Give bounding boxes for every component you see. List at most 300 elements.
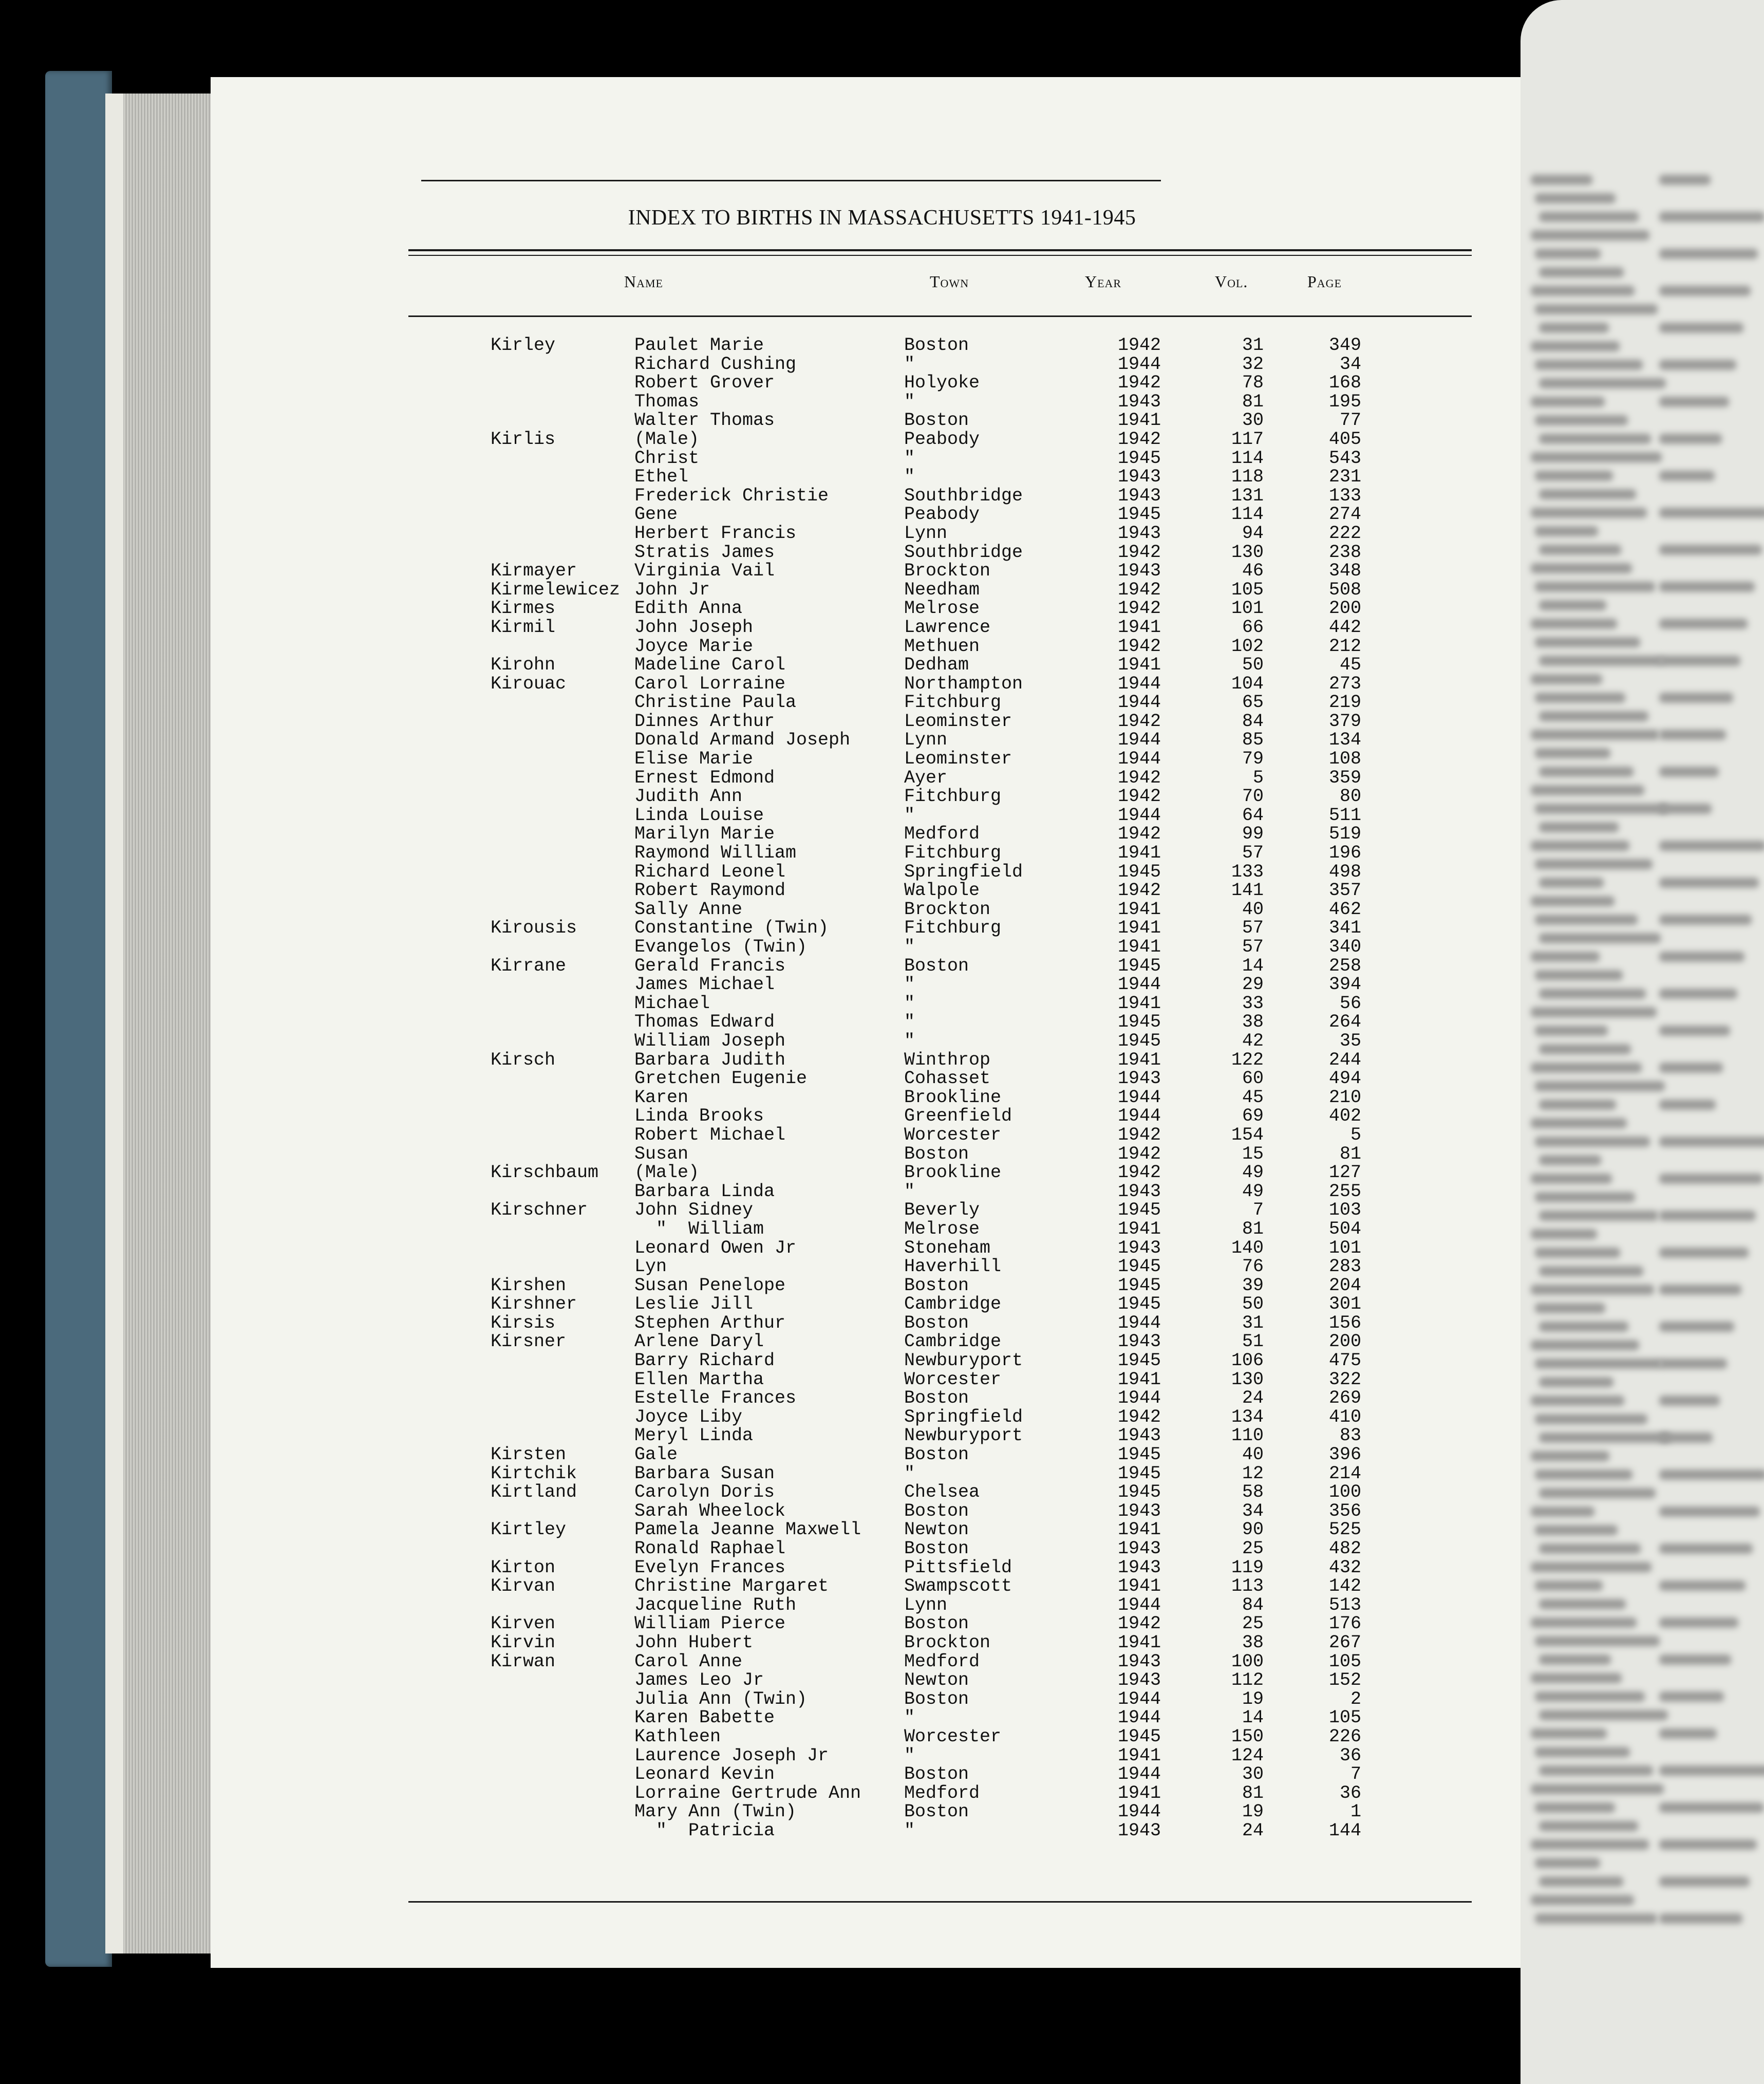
index-entry-row xyxy=(0,1050,1521,1069)
entry-given-name: Estelle Frances xyxy=(634,1388,797,1409)
entry-surname: Kirmes xyxy=(491,598,556,619)
blurred-text-line xyxy=(1659,1728,1717,1739)
entry-given-name: Stratis James xyxy=(634,542,775,563)
blurred-text-line xyxy=(1659,212,1764,222)
blurred-text-line xyxy=(1659,1654,1731,1665)
blurred-text-line xyxy=(1659,175,1711,185)
blurred-text-line xyxy=(1535,915,1638,925)
index-entry-row xyxy=(0,1689,1521,1708)
index-entry-row xyxy=(0,993,1521,1012)
entry-page: 462 xyxy=(1328,899,1361,920)
entry-volume: 84 xyxy=(1242,1594,1264,1615)
entry-town: Pittsfield xyxy=(904,1557,1012,1578)
index-entry-row xyxy=(0,1144,1521,1163)
blurred-text-line xyxy=(1659,582,1755,592)
index-entry-row xyxy=(0,674,1521,693)
index-entry-row xyxy=(0,1294,1521,1313)
blurred-text-line xyxy=(1539,989,1646,999)
entry-page: 504 xyxy=(1328,1218,1361,1239)
entry-town: Holyoke xyxy=(904,373,980,394)
entry-town: Melrose xyxy=(904,598,980,619)
entry-page: 101 xyxy=(1328,1237,1361,1258)
index-entry-row xyxy=(0,1162,1521,1181)
entry-year: 1944 xyxy=(1117,1594,1161,1615)
blurred-text-line xyxy=(1539,378,1666,388)
entry-volume: 134 xyxy=(1231,1406,1264,1427)
entry-year: 1943 xyxy=(1117,523,1161,544)
blurred-text-line xyxy=(1535,1747,1630,1757)
entry-page: 108 xyxy=(1328,749,1361,770)
blurred-text-line xyxy=(1531,1673,1622,1683)
entry-year: 1941 xyxy=(1117,1745,1161,1766)
entry-given-name: Virginia Vail xyxy=(634,561,775,582)
entry-town: Brockton xyxy=(904,1632,991,1653)
entry-year: 1945 xyxy=(1117,1444,1161,1465)
entry-page: 508 xyxy=(1328,579,1361,600)
entry-volume: 70 xyxy=(1242,786,1264,807)
blurred-text-line xyxy=(1535,1636,1660,1646)
blurred-text-line xyxy=(1659,1913,1742,1924)
entry-given-name: Carol Lorraine xyxy=(634,673,786,694)
entry-page: 5 xyxy=(1350,1124,1361,1145)
entry-given-name: Laurence Joseph Jr xyxy=(634,1745,829,1766)
entry-given-name: John Joseph xyxy=(634,617,754,638)
entry-town: " xyxy=(904,448,915,469)
entry-year: 1943 xyxy=(1117,1068,1161,1089)
entry-town: Peabody xyxy=(904,504,980,525)
entry-volume: 49 xyxy=(1242,1181,1264,1202)
entry-given-name: Carol Anne xyxy=(634,1651,743,1672)
entry-page: 410 xyxy=(1328,1406,1361,1427)
entry-town: Cohasset xyxy=(904,1068,991,1089)
entry-year: 1942 xyxy=(1117,373,1161,394)
blurred-text-line xyxy=(1659,397,1729,407)
entry-page: 200 xyxy=(1328,1331,1361,1352)
entry-page: 105 xyxy=(1328,1707,1361,1728)
entry-volume: 81 xyxy=(1242,1782,1264,1803)
entry-year: 1941 xyxy=(1117,993,1161,1014)
entry-surname: Kirtland xyxy=(491,1482,577,1503)
entry-town: Boston xyxy=(904,1388,969,1409)
column-header-page: Page xyxy=(1307,272,1342,291)
entry-volume: 65 xyxy=(1242,692,1264,713)
entry-page: 105 xyxy=(1328,1651,1361,1672)
blurred-text-line xyxy=(1539,656,1663,666)
entry-town: Leominster xyxy=(904,749,1012,770)
index-entry-row xyxy=(0,768,1521,787)
entry-volume: 150 xyxy=(1231,1726,1264,1747)
entry-volume: 122 xyxy=(1231,1049,1264,1070)
entry-year: 1942 xyxy=(1117,429,1161,450)
blurred-text-line xyxy=(1659,1063,1723,1073)
entry-town: Springfield xyxy=(904,861,1023,882)
entry-town: " xyxy=(904,974,915,995)
blurred-text-line xyxy=(1535,249,1601,259)
blurred-text-line xyxy=(1659,360,1736,370)
entry-town: Brookline xyxy=(904,1162,1002,1183)
entry-given-name: John Sidney xyxy=(634,1200,754,1221)
bottom-rule xyxy=(408,1901,1472,1903)
blurred-text-line xyxy=(1659,915,1752,925)
entry-year: 1941 xyxy=(1117,1519,1161,1540)
entry-year: 1942 xyxy=(1117,1124,1161,1145)
entry-year: 1943 xyxy=(1117,1500,1161,1521)
entry-page: 80 xyxy=(1339,786,1361,807)
entry-town: Lawrence xyxy=(904,617,991,638)
entry-given-name: Linda Louise xyxy=(634,805,764,826)
entry-town: " xyxy=(904,1707,915,1728)
index-entry-row xyxy=(0,636,1521,655)
entry-year: 1944 xyxy=(1117,749,1161,770)
entry-given-name: Arlene Daryl xyxy=(634,1331,764,1352)
entry-page: 244 xyxy=(1328,1049,1361,1070)
entry-page: 349 xyxy=(1328,335,1361,356)
entry-town: Boston xyxy=(904,1688,969,1709)
header-rule-top xyxy=(408,249,1472,251)
entry-given-name: Robert Raymond xyxy=(634,880,786,901)
index-entry-row xyxy=(0,1275,1521,1294)
entry-given-name: Susan Penelope xyxy=(634,1275,786,1296)
blurred-text-line xyxy=(1659,730,1726,740)
entry-year: 1943 xyxy=(1117,391,1161,412)
entry-town: Cambridge xyxy=(904,1294,1002,1315)
entry-surname: Kirmelewicez xyxy=(491,579,621,600)
entry-volume: 45 xyxy=(1242,1087,1264,1108)
entry-town: Leominster xyxy=(904,711,1012,732)
blurred-text-line xyxy=(1531,1229,1597,1239)
entry-page: 402 xyxy=(1328,1106,1361,1127)
entry-year: 1945 xyxy=(1117,1482,1161,1503)
entry-surname: Kirmayer xyxy=(491,561,577,582)
blurred-text-line xyxy=(1531,1340,1639,1350)
entry-town: Boston xyxy=(904,1312,969,1333)
entry-given-name: Robert Grover xyxy=(634,373,775,394)
entry-year: 1941 xyxy=(1117,617,1161,638)
index-entry-row xyxy=(0,1125,1521,1144)
entry-town: " xyxy=(904,1820,915,1841)
entry-volume: 130 xyxy=(1231,542,1264,563)
index-entry-row xyxy=(0,1388,1521,1407)
entry-given-name: Constantine (Twin) xyxy=(634,918,829,939)
entry-year: 1941 xyxy=(1117,1049,1161,1070)
blurred-text-line xyxy=(1535,360,1643,370)
entry-surname: Kirrane xyxy=(491,955,567,976)
index-entry-row xyxy=(0,335,1521,354)
entry-page: 176 xyxy=(1328,1613,1361,1634)
entry-page: 255 xyxy=(1328,1181,1361,1202)
entry-town: Lynn xyxy=(904,523,948,544)
entry-page: 35 xyxy=(1339,1030,1361,1051)
index-entry-row xyxy=(0,1256,1521,1275)
entry-town: Lynn xyxy=(904,730,948,751)
entry-given-name: Walter Thomas xyxy=(634,410,775,431)
entry-page: 168 xyxy=(1328,373,1361,394)
entry-surname: Kirwan xyxy=(491,1651,556,1672)
index-entry-row xyxy=(0,1783,1521,1802)
entry-given-name: Barbara Susan xyxy=(634,1463,775,1484)
entry-town: Boston xyxy=(904,955,969,976)
entry-town: " xyxy=(904,805,915,826)
entry-given-name: Christ xyxy=(634,448,700,469)
blurred-text-line xyxy=(1659,656,1740,666)
index-entry-row xyxy=(0,1106,1521,1125)
entry-given-name: Christine Margaret xyxy=(634,1576,829,1597)
index-entry-row xyxy=(0,1012,1521,1031)
entry-volume: 19 xyxy=(1242,1688,1264,1709)
entry-given-name: Carolyn Doris xyxy=(634,1482,775,1503)
entry-given-name: Kathleen xyxy=(634,1726,721,1747)
entry-town: Beverly xyxy=(904,1200,980,1221)
entry-volume: 25 xyxy=(1242,1613,1264,1634)
entry-town: " xyxy=(904,1745,915,1766)
entry-volume: 154 xyxy=(1231,1124,1264,1145)
entry-town: " xyxy=(904,1030,915,1051)
blurred-text-line xyxy=(1659,545,1762,555)
blurred-text-line xyxy=(1539,878,1604,888)
entry-given-name: William Joseph xyxy=(634,1030,786,1051)
entry-town: Boston xyxy=(904,1538,969,1559)
blurred-text-line xyxy=(1531,1451,1609,1461)
entry-volume: 64 xyxy=(1242,805,1264,826)
blurred-text-line xyxy=(1659,1691,1724,1702)
entry-volume: 99 xyxy=(1242,824,1264,845)
entry-year: 1942 xyxy=(1117,1143,1161,1164)
entry-page: 133 xyxy=(1328,485,1361,506)
entry-given-name: Judith Ann xyxy=(634,786,743,807)
blurred-text-line xyxy=(1659,804,1712,814)
blurred-text-line xyxy=(1659,952,1744,962)
blurred-text-line xyxy=(1659,1322,1734,1332)
entry-volume: 81 xyxy=(1242,1218,1264,1239)
blurred-text-line xyxy=(1535,415,1628,425)
entry-volume: 31 xyxy=(1242,1312,1264,1333)
entry-town: " xyxy=(904,937,915,957)
entry-volume: 12 xyxy=(1242,1463,1264,1484)
blurred-text-line xyxy=(1659,1248,1749,1258)
blurred-text-line xyxy=(1531,1784,1664,1794)
entry-year: 1942 xyxy=(1117,880,1161,901)
index-entry-row xyxy=(0,1031,1521,1050)
entry-surname: Kirvan xyxy=(491,1576,556,1597)
entry-town: Swampscott xyxy=(904,1576,1012,1597)
entry-town: Southbridge xyxy=(904,542,1023,563)
entry-volume: 14 xyxy=(1242,1707,1264,1728)
entry-volume: 33 xyxy=(1242,993,1264,1014)
blurred-text-line xyxy=(1531,175,1592,185)
entry-page: 511 xyxy=(1328,805,1361,826)
entry-page: 519 xyxy=(1328,824,1361,845)
blurred-text-line xyxy=(1535,804,1667,814)
index-entry-row xyxy=(0,373,1521,392)
entry-volume: 38 xyxy=(1242,1632,1264,1653)
blurred-text-line xyxy=(1531,1395,1624,1406)
index-entry-row xyxy=(0,1407,1521,1426)
index-entry-row xyxy=(0,1801,1521,1820)
entry-page: 196 xyxy=(1328,843,1361,864)
blurred-text-line xyxy=(1531,1562,1652,1572)
entry-volume: 113 xyxy=(1231,1576,1264,1597)
blurred-text-line xyxy=(1659,471,1715,481)
blurred-text-line xyxy=(1659,286,1751,296)
entry-town: " xyxy=(904,993,915,1014)
entry-town: " xyxy=(904,1463,915,1484)
blurred-text-line xyxy=(1659,1506,1760,1517)
entry-year: 1944 xyxy=(1117,805,1161,826)
entry-volume: 79 xyxy=(1242,749,1264,770)
entry-volume: 114 xyxy=(1231,504,1264,525)
entry-town: " xyxy=(904,353,915,375)
entry-given-name: Ernest Edmond xyxy=(634,767,775,788)
entry-page: 513 xyxy=(1328,1594,1361,1615)
entry-given-name: Herbert Francis xyxy=(634,523,797,544)
entry-given-name: Lorraine Gertrude Ann xyxy=(634,1782,861,1803)
entry-town: Medford xyxy=(904,1782,980,1803)
blurred-text-line xyxy=(1539,1432,1671,1443)
entry-given-name: Barbara Linda xyxy=(634,1181,775,1202)
entry-volume: 105 xyxy=(1231,579,1264,600)
entry-year: 1941 xyxy=(1117,410,1161,431)
entry-year: 1944 xyxy=(1117,1388,1161,1409)
entry-page: 283 xyxy=(1328,1256,1361,1277)
blurred-text-line xyxy=(1659,1026,1730,1036)
entry-town: " xyxy=(904,467,915,488)
entry-year: 1943 xyxy=(1117,561,1161,582)
entry-given-name: Jacqueline Ruth xyxy=(634,1594,797,1615)
entry-surname: Kirsis xyxy=(491,1312,556,1333)
index-entry-row xyxy=(0,1707,1521,1726)
entry-surname: Kirohn xyxy=(491,655,556,676)
entry-volume: 40 xyxy=(1242,899,1264,920)
blurred-text-line xyxy=(1531,1118,1627,1128)
entry-town: Cambridge xyxy=(904,1331,1002,1352)
blurred-text-line xyxy=(1531,1506,1594,1517)
entry-page: 396 xyxy=(1328,1444,1361,1465)
entry-given-name: Thomas Edward xyxy=(634,1012,775,1033)
blurred-text-line xyxy=(1539,489,1636,499)
entry-page: 144 xyxy=(1328,1820,1361,1841)
entry-page: 83 xyxy=(1339,1425,1361,1446)
blurred-text-line xyxy=(1659,1285,1741,1295)
entry-year: 1943 xyxy=(1117,1538,1161,1559)
entry-town: Boston xyxy=(904,1613,969,1634)
entry-town: Needham xyxy=(904,579,980,600)
entry-volume: 57 xyxy=(1242,843,1264,864)
entry-volume: 104 xyxy=(1231,673,1264,694)
entry-page: 195 xyxy=(1328,391,1361,412)
blurred-text-line xyxy=(1535,1525,1618,1535)
entry-volume: 94 xyxy=(1242,523,1264,544)
entry-given-name: Leslie Jill xyxy=(634,1294,754,1315)
entry-given-name: Leonard Kevin xyxy=(634,1764,775,1785)
entry-given-name: Donald Armand Joseph xyxy=(634,730,851,751)
index-entry-row xyxy=(0,843,1521,862)
entry-page: 36 xyxy=(1339,1745,1361,1766)
entry-given-name: Gene xyxy=(634,504,678,525)
blurred-text-line xyxy=(1535,582,1655,592)
entry-volume: 90 xyxy=(1242,1519,1264,1540)
blurred-text-line xyxy=(1535,1913,1657,1924)
index-entry-row xyxy=(0,692,1521,711)
blurred-text-line xyxy=(1539,1322,1628,1332)
entry-volume: 78 xyxy=(1242,373,1264,394)
index-entry-row xyxy=(0,1651,1521,1670)
blurred-text-line xyxy=(1659,1543,1753,1554)
entry-volume: 39 xyxy=(1242,1275,1264,1296)
entry-volume: 60 xyxy=(1242,1068,1264,1089)
entry-year: 1945 xyxy=(1117,1256,1161,1277)
blurred-text-line xyxy=(1539,1821,1638,1831)
entry-surname: Kirschbaum xyxy=(491,1162,599,1183)
entry-year: 1945 xyxy=(1117,1463,1161,1484)
blurred-text-line xyxy=(1531,619,1617,629)
index-entry-row xyxy=(0,1181,1521,1200)
entry-surname: Kirlis xyxy=(491,429,556,450)
entry-page: 103 xyxy=(1328,1200,1361,1221)
blurred-text-line xyxy=(1531,730,1659,740)
entry-page: 134 xyxy=(1328,730,1361,751)
entry-given-name: Joyce Liby xyxy=(634,1406,743,1427)
entry-town: " xyxy=(904,391,915,412)
entry-surname: Kirshen xyxy=(491,1275,567,1296)
blurred-text-line xyxy=(1531,952,1600,962)
blurred-text-line xyxy=(1539,1266,1643,1276)
entry-page: 341 xyxy=(1328,918,1361,939)
entry-page: 482 xyxy=(1328,1538,1361,1559)
index-entry-row xyxy=(0,1538,1521,1557)
entry-given-name: Karen Babette xyxy=(634,1707,775,1728)
blurred-text-line xyxy=(1659,1100,1716,1110)
blurred-text-line xyxy=(1659,1765,1764,1776)
index-entry-row xyxy=(0,899,1521,918)
entry-given-name: Madeline Carol xyxy=(634,655,786,676)
entry-page: 127 xyxy=(1328,1162,1361,1183)
entry-given-name: Edith Anna xyxy=(634,598,743,619)
blurred-text-line xyxy=(1531,841,1629,851)
index-entry-row xyxy=(0,1519,1521,1538)
entry-town: Brockton xyxy=(904,899,991,920)
entry-page: 81 xyxy=(1339,1143,1361,1164)
entry-year: 1945 xyxy=(1117,1275,1161,1296)
entry-town: Ayer xyxy=(904,767,948,788)
entry-volume: 50 xyxy=(1242,1294,1264,1315)
entry-page: 348 xyxy=(1328,561,1361,582)
entry-page: 152 xyxy=(1328,1670,1361,1691)
entry-page: 231 xyxy=(1328,467,1361,488)
index-entry-row xyxy=(0,504,1521,523)
entry-year: 1942 xyxy=(1117,579,1161,600)
entry-volume: 85 xyxy=(1242,730,1264,751)
entry-page: 212 xyxy=(1328,636,1361,657)
blurred-text-line xyxy=(1659,841,1764,851)
index-entry-row xyxy=(0,937,1521,956)
entry-town: Newton xyxy=(904,1519,969,1540)
blurred-text-line xyxy=(1659,1839,1757,1850)
index-entry-row xyxy=(0,1820,1521,1839)
column-header-name: Name xyxy=(624,272,663,291)
top-rule xyxy=(421,180,1161,181)
entry-year: 1945 xyxy=(1117,955,1161,976)
index-entry-row xyxy=(0,1595,1521,1614)
entry-town: Northampton xyxy=(904,673,1023,694)
index-entry-row xyxy=(0,786,1521,805)
entry-year: 1944 xyxy=(1117,1764,1161,1785)
entry-page: 238 xyxy=(1328,542,1361,563)
entry-given-name: Michael xyxy=(634,993,710,1014)
entry-given-name: Dinnes Arthur xyxy=(634,711,775,732)
index-entry-row xyxy=(0,1331,1521,1350)
entry-page: 200 xyxy=(1328,598,1361,619)
blurred-text-line xyxy=(1531,508,1647,518)
